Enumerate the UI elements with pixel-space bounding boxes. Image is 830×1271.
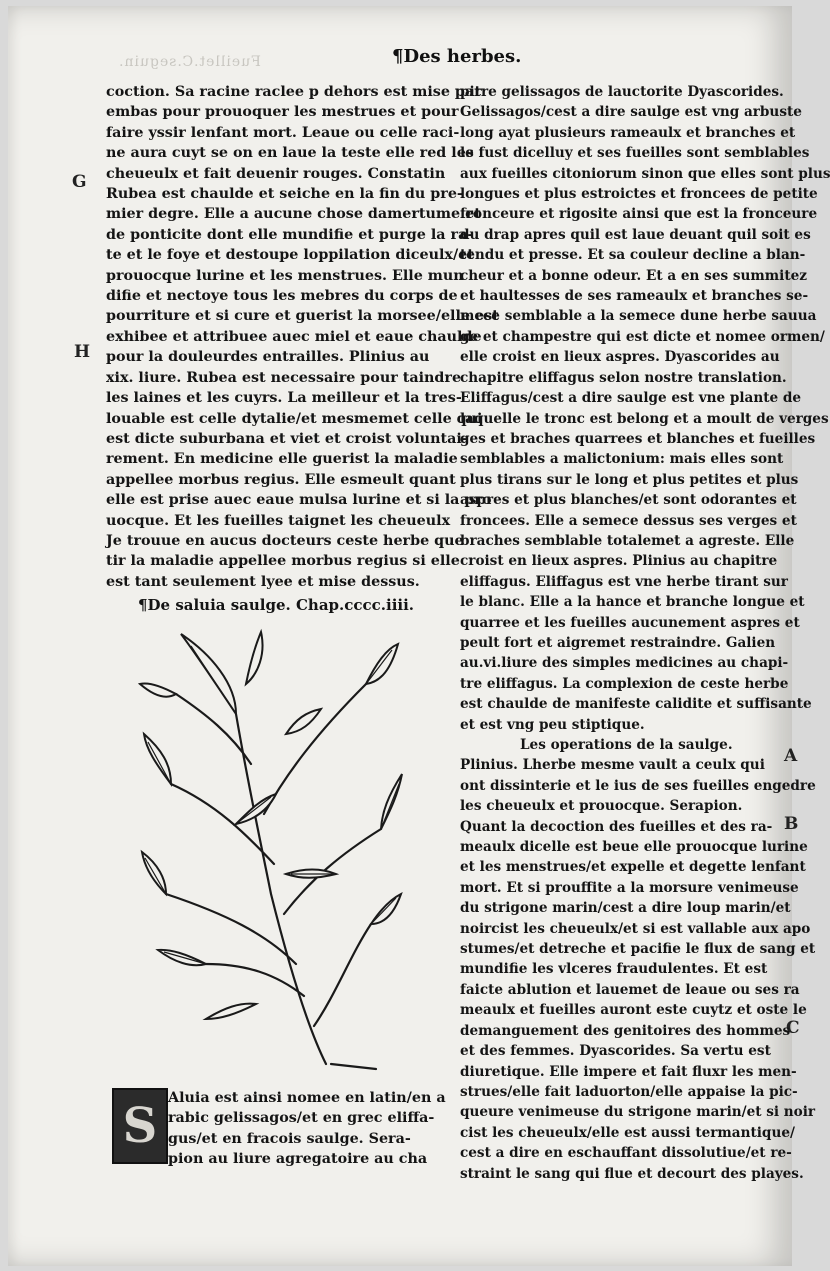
text-line: rabic gelissagos/et en grec eliffa- bbox=[168, 1110, 435, 1127]
text-line: queure venimeuse du strigone marin/et si noir bbox=[460, 1104, 816, 1121]
text-line: ne aura cuyt se on en laue la teste elle red les bbox=[106, 145, 474, 162]
text-line: noircist les cheueulx/et si est vallable aux apo bbox=[460, 920, 811, 937]
text-line: elle est prise auec eaue mulsa lurine et si la pro bbox=[106, 492, 492, 509]
text-line: Rubea est chaulde et seiche en la fin du pre- bbox=[106, 186, 463, 203]
text-line: gus/et en fracois saulge. Sera- bbox=[168, 1130, 411, 1147]
bleed-through-text: Fueillet.C.seguin. bbox=[118, 54, 261, 70]
text-line: cist les cheueulx/elle est aussi termantique/ bbox=[460, 1124, 795, 1141]
text-line: strues/elle fait laduorton/elle appaise la pic- bbox=[460, 1083, 798, 1100]
chapter-heading: ¶De saluia saulge. Chap.cccc.iiii. bbox=[138, 596, 415, 614]
text-line: ont dissinterie et le ius de ses fueilles engedre bbox=[460, 777, 816, 794]
text-line: les cheueulx et prouocque. Serapion. bbox=[460, 798, 743, 815]
text-line: fronceure et rigosite ainsi que est la fronceure bbox=[460, 206, 818, 223]
margin-letter-c: C bbox=[786, 1018, 800, 1038]
text-line: te et le foye et destoupe loppilation diceulx/et bbox=[106, 247, 474, 264]
margin-letter-a: A bbox=[784, 746, 798, 766]
text-line: tendu et presse. Et sa couleur decline a blan- bbox=[460, 247, 806, 264]
text-line: elle croist en lieux aspres. Dyascorides au bbox=[460, 349, 780, 366]
text-line: pion au liure agregatoire au cha bbox=[168, 1151, 428, 1168]
text-line: cheur et a bonne odeur. Et a en ses summitez bbox=[460, 267, 807, 284]
text-line: mier degre. Elle a aucune chose damertume et bbox=[106, 206, 481, 223]
text-line: laquelle le tronc est belong et a moult de verges bbox=[460, 410, 829, 427]
text-line: faire yssir lenfant mort. Leaue ou celle raci- bbox=[106, 124, 460, 141]
text-line: Je trouue en aucus docteurs ceste herbe que bbox=[106, 532, 464, 549]
text-line: froncees. Elle a semece dessus ses verges et bbox=[460, 512, 797, 529]
text-line: louable est celle dytalie/et mesmemet celle qui bbox=[106, 410, 483, 427]
text-line: ges et braches quarrees et blanches et fueilles bbox=[460, 430, 816, 447]
text-line: meaulx dicelle est beue elle prouocque lurine bbox=[460, 839, 808, 856]
text-line: peult fort et aigremet restraindre. Galien bbox=[460, 634, 776, 651]
right-column-text bbox=[460, 82, 830, 1184]
text-line: appellee morbus regius. Elle esmeult quant bbox=[106, 471, 456, 488]
text-line: stumes/et detreche et pacifie le flux de sang et bbox=[460, 941, 816, 958]
text-line: aspres et plus blanches/et sont odorantes et bbox=[460, 492, 797, 509]
text-line: pourriture et si cure et guerist la morsee/elle est bbox=[106, 308, 499, 325]
text-line: mundifie les vlceres fraudulentes. Et est bbox=[460, 961, 768, 978]
text-line: Gelissagos/cest a dire saulge est vng arbuste bbox=[460, 104, 802, 121]
margin-letter-b: B bbox=[784, 814, 799, 834]
text-line: coction. Sa racine raclee p dehors est mise par bbox=[106, 84, 482, 100]
running-head bbox=[392, 46, 521, 67]
text-line: prouocque lurine et les menstrues. Elle mun bbox=[106, 267, 464, 284]
text-line: eliffagus. Eliffagus est vne herbe tirant sur bbox=[460, 573, 788, 590]
book-page bbox=[8, 6, 830, 1266]
text-line: du drap apres quil est laue deuant quil soit es bbox=[460, 226, 811, 243]
section-heading: Les operations de la saulge. bbox=[520, 737, 733, 753]
margin-letter-g: G bbox=[72, 172, 87, 192]
text-line: straint le sang qui flue et decourt des playes. bbox=[460, 1165, 804, 1182]
text-line: meaulx et fueilles auront este cuytz et oste le bbox=[460, 1002, 807, 1019]
text-line: plus tirans sur le long et plus petites et plus bbox=[460, 471, 799, 488]
text-line: et haultesses de ses rameaulx et branches se- bbox=[460, 288, 809, 305]
text-line: pitre gelissagos de lauctorite Dyascorides. bbox=[460, 84, 784, 100]
text-line: ge et champestre qui est dicte et nomee ormen/ bbox=[460, 328, 825, 345]
text-line: et les menstrues/et expelle et degette lenfant bbox=[460, 859, 806, 876]
text-line: chapitre eliffagus selon nostre translation. bbox=[460, 369, 787, 386]
text-line: rement. En medicine elle guerist la maladie bbox=[106, 451, 458, 468]
text-line: embas pour prouoquer les mestrues et pour bbox=[106, 104, 459, 121]
text-line: le blanc. Elle a la hance et branche longue et bbox=[460, 594, 805, 611]
text-line: quarree et les fueilles aucunement aspres et bbox=[460, 614, 800, 631]
text-line: cest a dire en eschauffant dissolutiue/et re- bbox=[460, 1145, 792, 1162]
text-line: et est vng peu stiptique. bbox=[460, 716, 645, 733]
text-line: difie et nectoye tous les mebres du corps de bbox=[106, 288, 458, 305]
text-line: Aluia est ainsi nomee en latin/en a bbox=[168, 1090, 446, 1106]
text-line: est tant seulement lyee et mise dessus. bbox=[106, 573, 420, 590]
page-title: Des herbes. bbox=[403, 46, 522, 67]
text-line: mort. Et si prouffite a la morsure venimeuse bbox=[460, 879, 799, 896]
text-line: et des femmes. Dyascorides. Sa vertu est bbox=[460, 1043, 771, 1060]
text-line: exhibee et attribuee auec miel et eaue chaulde bbox=[106, 328, 482, 345]
text-line: aux fueilles citoniorum sinon que elles sont plus bbox=[460, 165, 830, 182]
text-line: xix. liure. Rubea est necessaire pour taindre bbox=[106, 369, 462, 386]
text-line: longues et plus estroictes et froncees de petite bbox=[460, 186, 818, 203]
text-line: de ponticite dont elle mundifie et purge la ra- bbox=[106, 226, 474, 243]
text-line: mece semblable a la semece dune herbe sauua bbox=[460, 308, 817, 325]
text-line: est chaulde de manifeste calidite et suffisante bbox=[460, 696, 812, 713]
text-line: est dicte suburbana et viet et croist voluntai- bbox=[106, 430, 468, 447]
text-line: les laines et les cuyrs. La meilleur et la tres- bbox=[106, 390, 462, 407]
text-line: diuretique. Elle impere et fait fluxr les men- bbox=[460, 1063, 797, 1080]
left-column-bottom-text bbox=[168, 1088, 446, 1170]
text-line: pour la douleurdes entrailles. Plinius au bbox=[106, 349, 430, 366]
text-line: cheueulx et fait deuenir rouges. Constatin bbox=[106, 165, 446, 182]
text-line: faicte ablution et lauemet de leaue ou ses ra bbox=[460, 981, 800, 998]
decorated-initial: S bbox=[112, 1088, 168, 1164]
text-line: au.vi.liure des simples medicines au chapi- bbox=[460, 655, 789, 672]
text-line: long ayat plusieurs rameaulx et branches et bbox=[460, 124, 796, 141]
pilcrow-icon: ¶ bbox=[392, 46, 404, 67]
sage-plant-woodcut bbox=[136, 624, 406, 1084]
pilcrow-icon: ¶ bbox=[138, 596, 148, 614]
text-line: tir la maladie appellee morbus regius si elle bbox=[106, 553, 460, 570]
text-line: Quant la decoction des fueilles et des ra- bbox=[460, 818, 773, 835]
left-column-text bbox=[106, 82, 499, 592]
text-line: demanguement des genitoires des hommes bbox=[460, 1022, 791, 1039]
text-line: braches semblable totalemet a agreste. Elle bbox=[460, 532, 795, 549]
text-line: Plinius. Lherbe mesme vault a ceulx qui bbox=[460, 757, 765, 774]
text-line: croist en lieux aspres. Plinius au chapitre bbox=[460, 553, 778, 570]
text-line: semblables a malictonium: mais elles sont bbox=[460, 451, 784, 468]
text-line: le fust dicelluy et ses fueilles sont semblables bbox=[460, 145, 810, 162]
text-line: tre eliffagus. La complexion de ceste herbe bbox=[460, 675, 789, 692]
text-line: du strigone marin/cest a dire loup marin/et bbox=[460, 900, 791, 917]
text-line: uocque. Et les fueilles taignet les cheueulx bbox=[106, 512, 451, 529]
text-line: Eliffagus/cest a dire saulge est vne plante de bbox=[460, 390, 802, 407]
margin-letter-h: H bbox=[74, 342, 91, 362]
